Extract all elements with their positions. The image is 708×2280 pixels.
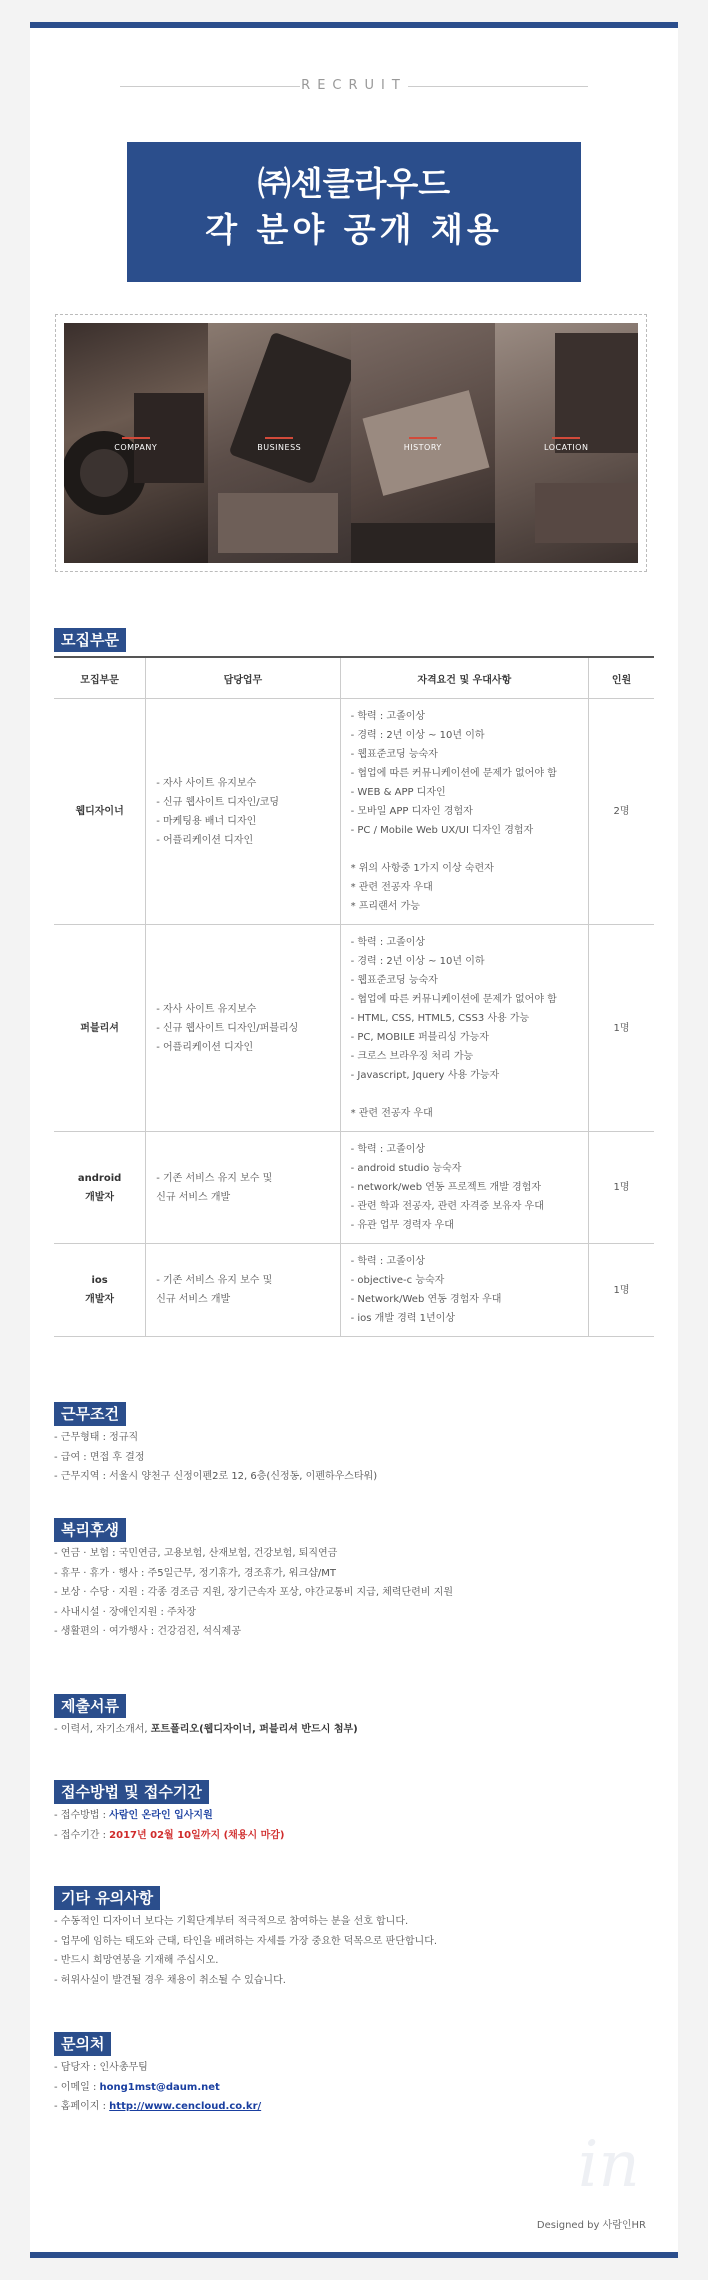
requirement-item: - 협업에 따른 커뮤니케이션에 문제가 없어야 함 [350,768,557,779]
duties-cell [146,1132,340,1244]
list-item [54,1720,358,1740]
apply-list [54,1806,285,1845]
headcount: 1명 [588,1244,654,1337]
duties-cell [146,925,340,1132]
position-name: 퍼블리셔 [54,925,146,1132]
table-row [54,699,654,925]
requirement-item: * 프리랜서 가능 [350,901,420,912]
table-row [54,1132,654,1244]
headcount: 1명 [588,925,654,1132]
apply-period-label: 접수기간 : [60,1829,110,1841]
section-title-apply: 접수방법 및 접수기간 [54,1780,209,1804]
duty-item: - 신규 웹사이트 디자인/코딩 [156,796,279,808]
watermark-logo: in [578,2128,640,2202]
requirement-item: - 학력 : 고졸이상 [350,711,426,722]
list-item: - 허위사실이 발견될 경우 채용이 취소될 수 있습니다. [54,1971,437,1991]
requirement-item: * 관련 전공자 우대 [350,882,433,893]
requirement-item: - 크로스 브라우징 처리 가능 [350,1051,474,1062]
duty-item: - 기존 서비스 유지 보수 및 신규 서비스 개발 [156,1275,273,1305]
docs-portfolio: 포트폴리오(웹디자이너, 퍼블리셔 반드시 첨부) [150,1724,358,1735]
label-bar [122,437,150,439]
requirements-cell [340,699,588,925]
requirement-item: - Network/Web 연동 경험자 우대 [350,1294,502,1305]
position-name: android 개발자 [54,1132,146,1244]
requirements-cell [340,1132,588,1244]
requirement-item: - PC, MOBILE 퍼블리싱 가능자 [350,1032,489,1043]
position-name: 웹디자이너 [54,699,146,925]
requirement-item: - 학력 : 고졸이상 [350,1144,426,1155]
list-item [54,1806,285,1826]
list-item: - 연금 · 보험 : 국민연금, 고용보험, 산재보험, 건강보험, 퇴직연금 [54,1544,453,1564]
homepage-label: 홈페이지 : [60,2101,110,2113]
list-item: - 수동적인 디자이너 보다는 기획단계부터 적극적으로 참여하는 분을 선호 합니다. [54,1912,437,1932]
etc-list [54,1912,437,1990]
requirement-item: - 관련 학과 전공자, 관련 자격증 보유자 우대 [350,1201,544,1212]
welfare-list [54,1544,453,1642]
requirements-cell [340,925,588,1132]
label-bar [552,437,580,439]
col-header: 담당업무 [146,657,340,699]
homepage-link[interactable]: http://www.cencloud.co.kr/ [109,2101,262,2113]
requirement-item: - 협업에 따른 커뮤니케이션에 문제가 없어야 함 [350,994,557,1005]
list-item [54,2078,261,2098]
contact-manager: 담당자 : 인사총무팀 [60,2062,148,2073]
photo-label: BUSINESS [257,443,302,452]
docs-text: 이력서, 자기소개서, [60,1724,151,1735]
duties-cell [146,699,340,925]
position-name: ios 개발자 [54,1244,146,1337]
photo-label: LOCATION [544,443,589,452]
requirement-item [351,1085,578,1104]
table-row [54,925,654,1132]
photo-business[interactable] [208,323,352,563]
duty-item: - 자사 사이트 유지보수 [156,1003,257,1015]
requirement-item: - WEB & APP 디자인 [350,787,446,798]
section-title-work: 근무조건 [54,1402,126,1426]
requirement-item: - 웹표준코딩 능숙자 [350,975,438,986]
email-label: 이메일 : [60,2081,100,2093]
list-item: - 사내시설 · 장애인지원 : 주차장 [54,1603,453,1623]
requirements-cell [340,1244,588,1337]
list-item: - 근무지역 : 서울시 양천구 신정이펜2로 12, 6층(신정동, 이펜하우스타워) [54,1467,377,1487]
list-item: - 급여 : 면접 후 결정 [54,1448,377,1468]
docs-list [54,1720,358,1740]
headcount: 1명 [588,1132,654,1244]
photo-label: COMPANY [114,443,158,452]
hero-banner [127,142,581,282]
photo-label: HISTORY [403,443,442,452]
requirement-item: - PC / Mobile Web UX/UI 디자인 경험자 [350,825,534,836]
duty-item: - 마케팅용 배너 디자인 [156,815,257,827]
recruit-sheet [30,22,678,2258]
photo-history[interactable] [351,323,495,563]
list-item [54,2097,261,2117]
list-item: - 보상 · 수당 · 지원 : 각종 경조금 지원, 장기근속자 포상, 야간교통비 지급, 체력단련비 지원 [54,1583,453,1603]
list-item: - 생활편의 · 여가행사 : 건강검진, 석식제공 [54,1622,453,1642]
requirement-item: - android studio 능숙자 [350,1163,462,1174]
duty-item: - 기존 서비스 유지 보수 및 신규 서비스 개발 [156,1172,273,1203]
headcount: 2명 [588,699,654,925]
list-item: - 반드시 희망연봉을 기재해 주십시오. [54,1951,437,1971]
section-title-recruit: 모집부문 [54,628,126,652]
duty-item: - 자사 사이트 유지보수 [156,777,257,789]
requirement-item: * 관련 전공자 우대 [350,1108,433,1119]
col-header: 모집부문 [54,657,146,699]
duty-item: - 신규 웹사이트 디자인/퍼블리싱 [156,1022,299,1034]
list-item [54,1826,285,1846]
requirement-item: - objective-c 능숙자 [350,1275,445,1286]
table-row [54,1244,654,1337]
requirement-item: - 경력 : 2년 이상 ~ 10년 이하 [350,730,485,741]
photo-strip [55,314,647,572]
requirement-item: - 모바일 APP 디자인 경험자 [350,806,473,817]
apply-method-label: 접수방법 : [60,1810,110,1821]
section-title-etc: 기타 유의사항 [54,1886,160,1910]
requirement-item: - network/web 연동 프로젝트 개발 경험자 [350,1182,542,1193]
recruit-table [54,656,654,1337]
duties-cell [146,1244,340,1337]
list-item [54,2058,261,2078]
requirement-item: - 웹표준코딩 능숙자 [350,749,438,760]
work-list [54,1428,377,1487]
contact-list [54,2058,261,2117]
apply-method[interactable]: 사람인 온라인 입사지원 [109,1810,213,1821]
apply-period: 2017년 02월 10일까지 (채용시 마감) [109,1829,285,1841]
list-item: - 근무형태 : 정규직 [54,1428,377,1448]
label-bar [409,437,437,439]
duty-item: - 어플리케이션 디자인 [156,1041,254,1053]
list-item: - 휴무 · 휴가 · 행사 : 주5일근무, 정기휴가, 경조휴가, 워크샵/MT [54,1564,453,1584]
requirement-item [351,840,578,859]
hero-headline: 각 분야 공개 채용 [205,210,503,249]
requirement-item: * 위의 사항중 1가지 이상 숙련자 [350,863,494,874]
list-item: - 업무에 임하는 태도와 근태, 타인을 배려하는 자세를 가장 중요한 덕목으로 판단합니다. [54,1932,437,1952]
requirement-item: - Javascript, Jquery 사용 가능자 [350,1070,500,1081]
requirement-item: - 유관 업무 경력자 우대 [350,1220,454,1231]
company-name: ㈜센클라우드 [257,164,451,203]
label-bar [265,437,293,439]
email-link[interactable]: hong1mst@daum.net [99,2081,220,2093]
col-header: 자격요건 및 우대사항 [340,657,588,699]
section-title-docs: 제출서류 [54,1694,126,1718]
duty-item: - 어플리케이션 디자인 [156,834,254,846]
requirement-item: - 경력 : 2년 이상 ~ 10년 이하 [350,956,485,967]
photo-location[interactable] [495,323,639,563]
section-title-welfare: 복리후생 [54,1518,126,1542]
requirement-item: - 학력 : 고졸이상 [350,937,426,948]
requirement-item: - 학력 : 고졸이상 [350,1256,426,1267]
photo-company[interactable] [64,323,208,563]
designed-by: Designed by 사람인HR [536,2220,646,2231]
requirement-item: - ios 개발 경력 1년이상 [350,1313,456,1324]
col-header: 인원 [588,657,654,699]
recruit-label: RECRUIT [301,78,407,93]
requirement-item: - HTML, CSS, HTML5, CSS3 사용 가능 [350,1013,530,1024]
section-title-contact: 문의처 [54,2032,111,2056]
